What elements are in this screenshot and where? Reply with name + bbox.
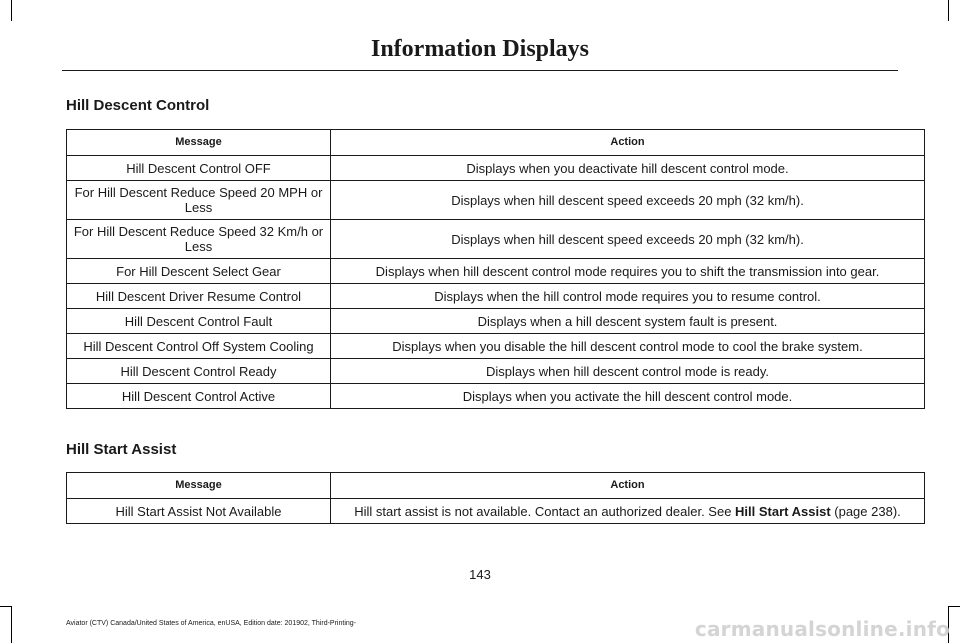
message-cell: For Hill Descent Select Gear [67,259,331,284]
table-row [67,359,925,384]
message-cell: Hill Descent Control Ready [67,359,331,384]
action-cell: Displays when the hill control mode requires you to resume control. [331,284,925,309]
table-row [67,499,925,524]
page-number: 143 [469,567,491,582]
column-header-action: Action [331,473,925,499]
message-cell: Hill Descent Control Off System Cooling [67,334,331,359]
watermark: carmanualsonline.info [694,617,950,641]
message-cell: Hill Descent Control Fault [67,309,331,334]
action-cell [331,499,925,524]
hill-start-assist-table [66,472,925,524]
message-cell: For Hill Descent Reduce Speed 20 MPH or Less [67,181,331,220]
action-cell: Displays when hill descent speed exceeds 20 mph (32 km/h). [331,181,925,220]
message-cell: Hill Descent Control Active [67,384,331,409]
action-cell: Displays when hill descent speed exceeds 20 mph (32 km/h). [331,220,925,259]
action-cell: Displays when a hill descent system fault is present. [331,309,925,334]
table-row [67,334,925,359]
column-header-action: Action [331,130,925,156]
table-row [67,181,925,220]
crop-mark-bottom-left-h [0,606,12,607]
column-header-message: Message [67,473,331,499]
action-cell: Displays when you deactivate hill descent control mode. [331,156,925,181]
page-title: Information Displays [370,36,590,62]
message-cell: Hill Descent Driver Resume Control [67,284,331,309]
hill-descent-control-table [66,129,925,409]
action-cell: Displays when you activate the hill descent control mode. [331,384,925,409]
table-row [67,259,925,284]
message-cell: For Hill Descent Reduce Speed 32 Km/h or Less [67,220,331,259]
action-cell: Displays when hill descent control mode is ready. [331,359,925,384]
action-cell: Displays when you disable the hill descent control mode to cool the brake system. [331,334,925,359]
crop-mark-bottom-left-v [11,606,12,643]
action-cell: Displays when hill descent control mode requires you to shift the transmission into gear. [331,259,925,284]
action-text: Hill start assist is not available. Contact an authorized dealer. See [354,503,736,519]
column-header-message: Message [67,130,331,156]
page-reference: (page 238). [830,503,901,519]
section-heading-hill-start-assist: Hill Start Assist [66,441,177,458]
crop-mark-bottom-right-h [948,606,960,607]
message-cell: Hill Descent Control OFF [67,156,331,181]
table-header-row [67,473,925,499]
cross-reference-link[interactable]: Hill Start Assist [735,503,831,519]
footer-edition-text: Aviator (CTV) Canada/United States of America, enUSA, Edition date: 201902, Third-Printing- [66,620,357,627]
table-row [67,220,925,259]
table-header-row [67,130,925,156]
title-divider [62,70,898,71]
table-row [67,156,925,181]
table-row [67,384,925,409]
section-heading-hill-descent-control: Hill Descent Control [66,97,210,114]
crop-mark-top-right-v [948,0,949,21]
message-cell: Hill Start Assist Not Available [67,499,331,524]
table-row [67,309,925,334]
crop-mark-top-left-v [11,0,12,21]
table-row [67,284,925,309]
